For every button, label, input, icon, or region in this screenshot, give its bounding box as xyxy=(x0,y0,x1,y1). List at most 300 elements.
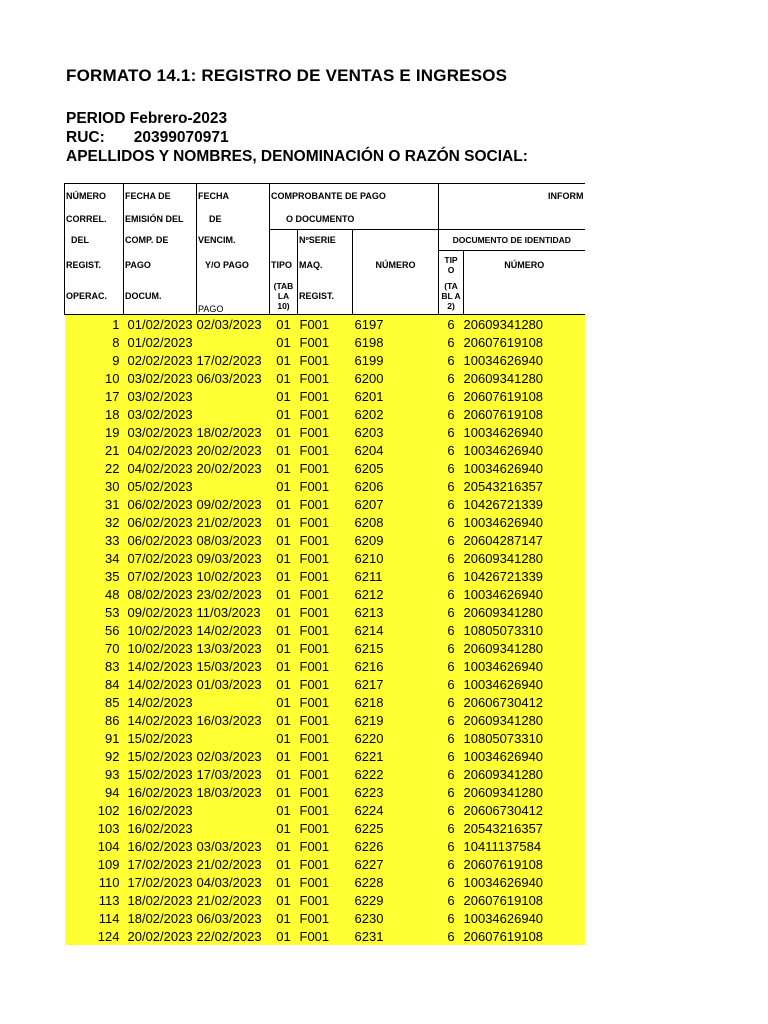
fecha-emision-cell: 06/02/2023 xyxy=(124,513,197,531)
header-fecha-venc-line1: FECHA xyxy=(197,184,270,209)
doc-numero-cell: 20607619108 xyxy=(464,891,585,909)
fecha-emision-cell: 06/02/2023 xyxy=(124,495,197,513)
header-serie-line2: MAQ. xyxy=(298,251,353,279)
header-numero: NÚMERO xyxy=(353,251,439,279)
fecha-vencimiento-cell xyxy=(197,693,270,711)
header-doc-identidad: DOCUMENTO DE IDENTIDAD xyxy=(439,230,585,251)
numero-cell: 6222 xyxy=(353,765,439,783)
serie-cell: F001 xyxy=(298,837,353,855)
numero-cell: 6217 xyxy=(353,675,439,693)
numero-cell: 6197 xyxy=(353,315,439,334)
serie-cell: F001 xyxy=(298,801,353,819)
fecha-emision-cell: 16/02/2023 xyxy=(124,819,197,837)
doc-numero-cell: 20604287147 xyxy=(464,531,585,549)
fecha-vencimiento-cell: 13/03/2023 xyxy=(197,639,270,657)
tipo-cell: 01 xyxy=(270,549,298,567)
table-body xyxy=(65,315,585,946)
tipo-cell: 01 xyxy=(270,513,298,531)
table-row[interactable] xyxy=(65,441,585,459)
serie-cell: F001 xyxy=(298,405,353,423)
serie-cell: F001 xyxy=(298,621,353,639)
period-row xyxy=(66,109,746,128)
tipo-cell: 01 xyxy=(270,621,298,639)
doc-numero-cell: 20607619108 xyxy=(464,333,585,351)
fecha-emision-cell: 16/02/2023 xyxy=(124,801,197,819)
fecha-emision-cell: 14/02/2023 xyxy=(124,675,197,693)
fecha-emision-cell: 15/02/2023 xyxy=(124,747,197,765)
numero-cell: 6224 xyxy=(353,801,439,819)
doc-numero-cell: 20606730412 xyxy=(464,693,585,711)
numero-cell: 6220 xyxy=(353,729,439,747)
doc-numero-cell: 20543216357 xyxy=(464,477,585,495)
correl-cell: 17 xyxy=(65,387,124,405)
doc-numero-cell: 10805073310 xyxy=(464,729,585,747)
header-fecha-emision-line4: PAGO xyxy=(124,251,197,279)
doc-tipo-cell: 6 xyxy=(439,513,464,531)
tipo-cell: 01 xyxy=(270,729,298,747)
tipo-cell: 01 xyxy=(270,927,298,945)
fecha-vencimiento-cell xyxy=(197,801,270,819)
correl-cell: 34 xyxy=(65,549,124,567)
correl-cell: 30 xyxy=(65,477,124,495)
doc-numero-cell: 20609341280 xyxy=(464,549,585,567)
fecha-vencimiento-cell: 02/03/2023 xyxy=(197,747,270,765)
tipo-cell: 01 xyxy=(270,675,298,693)
correl-cell: 85 xyxy=(65,693,124,711)
serie-cell: F001 xyxy=(298,567,353,585)
serie-cell: F001 xyxy=(298,747,353,765)
fecha-emision-cell: 03/02/2023 xyxy=(124,405,197,423)
fecha-vencimiento-cell: 08/03/2023 xyxy=(197,531,270,549)
correl-cell: 86 xyxy=(65,711,124,729)
table-row[interactable] xyxy=(65,567,585,585)
doc-numero-cell: 10034626940 xyxy=(464,747,585,765)
fecha-vencimiento-cell xyxy=(197,387,270,405)
fecha-emision-cell: 15/02/2023 xyxy=(124,765,197,783)
doc-numero-cell: 10426721339 xyxy=(464,567,585,585)
correl-cell: 56 xyxy=(65,621,124,639)
fecha-vencimiento-cell: 16/03/2023 xyxy=(197,711,270,729)
fecha-emision-cell: 01/02/2023 xyxy=(124,315,197,334)
correl-cell: 104 xyxy=(65,837,124,855)
numero-cell: 6205 xyxy=(353,459,439,477)
doc-numero-cell: 20609341280 xyxy=(464,783,585,801)
table-row[interactable] xyxy=(65,603,585,621)
correl-cell: 9 xyxy=(65,351,124,369)
table-row[interactable] xyxy=(65,621,585,639)
serie-cell: F001 xyxy=(298,387,353,405)
numero-cell: 6199 xyxy=(353,351,439,369)
table-row[interactable] xyxy=(65,855,585,873)
numero-cell: 6229 xyxy=(353,891,439,909)
numero-cell: 6228 xyxy=(353,873,439,891)
serie-cell: F001 xyxy=(298,423,353,441)
doc-numero-cell: 10034626940 xyxy=(464,513,585,531)
table-row[interactable] xyxy=(65,927,585,945)
numero-cell: 6215 xyxy=(353,639,439,657)
doc-numero-cell: 20606730412 xyxy=(464,801,585,819)
table-row[interactable] xyxy=(65,873,585,891)
header-fecha-emision-line1: FECHA DE xyxy=(124,184,197,209)
serie-cell: F001 xyxy=(298,495,353,513)
fecha-emision-cell: 04/02/2023 xyxy=(124,459,197,477)
numero-cell: 6207 xyxy=(353,495,439,513)
header-doc-numero: NÚMERO xyxy=(464,251,585,279)
document-title: FORMATO 14.1: REGISTRO DE VENTAS E INGRESOS xyxy=(66,66,508,85)
header-fecha-emision-line5: DOCUM. xyxy=(124,279,197,315)
doc-tipo-cell: 6 xyxy=(439,549,464,567)
doc-tipo-cell: 6 xyxy=(439,675,464,693)
table-row[interactable] xyxy=(65,405,585,423)
doc-tipo-cell: 6 xyxy=(439,621,464,639)
correl-cell: 84 xyxy=(65,675,124,693)
serie-cell: F001 xyxy=(298,693,353,711)
serie-cell: F001 xyxy=(298,333,353,351)
numero-cell: 6203 xyxy=(353,423,439,441)
fecha-emision-cell: 16/02/2023 xyxy=(124,837,197,855)
correl-cell: 103 xyxy=(65,819,124,837)
fecha-vencimiento-cell: 04/03/2023 xyxy=(197,873,270,891)
header-fecha-venc-line3: VENCIM. xyxy=(197,230,270,251)
table-row[interactable] xyxy=(65,639,585,657)
doc-tipo-cell: 6 xyxy=(439,639,464,657)
fecha-vencimiento-cell xyxy=(197,405,270,423)
doc-tipo-cell: 6 xyxy=(439,873,464,891)
header-informacion: INFORM xyxy=(439,184,585,209)
table-row[interactable] xyxy=(65,693,585,711)
correl-cell: 93 xyxy=(65,765,124,783)
doc-tipo-cell: 6 xyxy=(439,315,464,334)
doc-tipo-cell: 6 xyxy=(439,567,464,585)
serie-cell: F001 xyxy=(298,819,353,837)
document-header xyxy=(66,66,746,86)
table-row[interactable] xyxy=(65,423,585,441)
table-row[interactable] xyxy=(65,711,585,729)
fecha-emision-cell: 07/02/2023 xyxy=(124,549,197,567)
table-row[interactable] xyxy=(65,351,585,369)
doc-tipo-cell: 6 xyxy=(439,351,464,369)
tipo-cell: 01 xyxy=(270,459,298,477)
correl-cell: 22 xyxy=(65,459,124,477)
table-row[interactable] xyxy=(65,675,585,693)
numero-cell: 6225 xyxy=(353,819,439,837)
fecha-emision-cell: 02/02/2023 xyxy=(124,351,197,369)
correl-cell: 19 xyxy=(65,423,124,441)
fecha-emision-cell: 17/02/2023 xyxy=(124,873,197,891)
numero-cell: 6216 xyxy=(353,657,439,675)
correl-cell: 114 xyxy=(65,909,124,927)
tipo-cell: 01 xyxy=(270,891,298,909)
ruc-row xyxy=(66,128,746,147)
numero-cell: 6201 xyxy=(353,387,439,405)
numero-cell: 6212 xyxy=(353,585,439,603)
tipo-cell: 01 xyxy=(270,369,298,387)
serie-cell: F001 xyxy=(298,909,353,927)
doc-numero-cell: 10034626940 xyxy=(464,441,585,459)
table-row[interactable] xyxy=(65,765,585,783)
doc-tipo-cell: 6 xyxy=(439,459,464,477)
fecha-vencimiento-cell: 06/03/2023 xyxy=(197,369,270,387)
fecha-vencimiento-cell: 21/02/2023 xyxy=(197,513,270,531)
header-fecha-venc-line5: PAGO xyxy=(197,279,270,315)
correl-cell: 110 xyxy=(65,873,124,891)
doc-tipo-cell: 6 xyxy=(439,477,464,495)
tipo-cell: 01 xyxy=(270,531,298,549)
doc-tipo-cell: 6 xyxy=(439,765,464,783)
doc-tipo-cell: 6 xyxy=(439,333,464,351)
table-row[interactable] xyxy=(65,585,585,603)
serie-cell: F001 xyxy=(298,765,353,783)
correl-cell: 94 xyxy=(65,783,124,801)
header-serie-line1: NºSERIE xyxy=(298,230,353,251)
serie-cell: F001 xyxy=(298,783,353,801)
correl-cell: 92 xyxy=(65,747,124,765)
table-row[interactable] xyxy=(65,387,585,405)
header-fecha-venc-line4: Y/O PAGO xyxy=(197,251,270,279)
fecha-emision-cell: 08/02/2023 xyxy=(124,585,197,603)
fecha-vencimiento-cell: 20/02/2023 xyxy=(197,441,270,459)
doc-numero-cell: 20607619108 xyxy=(464,855,585,873)
numero-cell: 6213 xyxy=(353,603,439,621)
doc-numero-cell: 20609341280 xyxy=(464,765,585,783)
fecha-emision-cell: 14/02/2023 xyxy=(124,657,197,675)
serie-cell: F001 xyxy=(298,711,353,729)
fecha-vencimiento-cell xyxy=(197,477,270,495)
sales-register-table xyxy=(64,183,585,945)
fecha-vencimiento-cell: 06/03/2023 xyxy=(197,909,270,927)
fecha-emision-cell: 18/02/2023 xyxy=(124,891,197,909)
fecha-vencimiento-cell: 18/03/2023 xyxy=(197,783,270,801)
fecha-emision-cell: 14/02/2023 xyxy=(124,711,197,729)
doc-numero-cell: 10034626940 xyxy=(464,873,585,891)
ruc-value: 20399070971 xyxy=(133,129,229,146)
doc-tipo-cell: 6 xyxy=(439,909,464,927)
header-serie-line3: REGIST. xyxy=(298,279,353,315)
table-row[interactable] xyxy=(65,477,585,495)
table-row[interactable] xyxy=(65,369,585,387)
fecha-emision-cell: 20/02/2023 xyxy=(124,927,197,945)
numero-cell: 6210 xyxy=(353,549,439,567)
doc-numero-cell: 20609341280 xyxy=(464,711,585,729)
numero-cell: 6206 xyxy=(353,477,439,495)
fecha-emision-cell: 15/02/2023 xyxy=(124,729,197,747)
fecha-emision-cell: 18/02/2023 xyxy=(124,909,197,927)
doc-numero-cell: 10034626940 xyxy=(464,585,585,603)
table-row[interactable] xyxy=(65,459,585,477)
tipo-cell: 01 xyxy=(270,351,298,369)
fecha-vencimiento-cell: 03/03/2023 xyxy=(197,837,270,855)
doc-numero-cell: 10034626940 xyxy=(464,909,585,927)
table-row[interactable] xyxy=(65,747,585,765)
period-value: Febrero-2023 xyxy=(129,110,228,127)
table-row[interactable] xyxy=(65,891,585,909)
tipo-cell: 01 xyxy=(270,837,298,855)
serie-cell: F001 xyxy=(298,585,353,603)
tipo-cell: 01 xyxy=(270,495,298,513)
tipo-cell: 01 xyxy=(270,333,298,351)
correl-cell: 31 xyxy=(65,495,124,513)
numero-cell: 6226 xyxy=(353,837,439,855)
name-row xyxy=(66,147,746,166)
doc-tipo-cell: 6 xyxy=(439,891,464,909)
fecha-vencimiento-cell: 02/03/2023 xyxy=(197,315,270,334)
serie-cell: F001 xyxy=(298,351,353,369)
doc-tipo-cell: 6 xyxy=(439,531,464,549)
serie-cell: F001 xyxy=(298,603,353,621)
doc-tipo-cell: 6 xyxy=(439,585,464,603)
serie-cell: F001 xyxy=(298,855,353,873)
tipo-cell: 01 xyxy=(270,747,298,765)
table-row[interactable] xyxy=(65,657,585,675)
doc-tipo-cell: 6 xyxy=(439,495,464,513)
tipo-cell: 01 xyxy=(270,801,298,819)
fecha-vencimiento-cell: 17/03/2023 xyxy=(197,765,270,783)
doc-numero-cell: 10034626940 xyxy=(464,657,585,675)
doc-numero-cell: 10034626940 xyxy=(464,675,585,693)
doc-numero-cell: 10805073310 xyxy=(464,621,585,639)
correl-cell: 18 xyxy=(65,405,124,423)
numero-cell: 6218 xyxy=(353,693,439,711)
doc-tipo-cell: 6 xyxy=(439,783,464,801)
fecha-vencimiento-cell xyxy=(197,333,270,351)
tipo-cell: 01 xyxy=(270,405,298,423)
doc-tipo-cell: 6 xyxy=(439,837,464,855)
doc-numero-cell: 20609341280 xyxy=(464,603,585,621)
doc-tipo-cell: 6 xyxy=(439,747,464,765)
doc-tipo-cell: 6 xyxy=(439,729,464,747)
tipo-cell: 01 xyxy=(270,909,298,927)
table-row[interactable] xyxy=(65,837,585,855)
fecha-emision-cell: 17/02/2023 xyxy=(124,855,197,873)
doc-numero-cell: 10426721339 xyxy=(464,495,585,513)
fecha-emision-cell: 07/02/2023 xyxy=(124,567,197,585)
serie-cell: F001 xyxy=(298,459,353,477)
table-row[interactable] xyxy=(65,801,585,819)
fecha-emision-cell: 09/02/2023 xyxy=(124,603,197,621)
tipo-cell: 01 xyxy=(270,639,298,657)
doc-numero-cell: 20607619108 xyxy=(464,387,585,405)
doc-tipo-cell: 6 xyxy=(439,369,464,387)
fecha-vencimiento-cell xyxy=(197,729,270,747)
correl-cell: 113 xyxy=(65,891,124,909)
table-row[interactable] xyxy=(65,495,585,513)
correl-cell: 21 xyxy=(65,441,124,459)
serie-cell: F001 xyxy=(298,513,353,531)
correl-cell: 53 xyxy=(65,603,124,621)
serie-cell: F001 xyxy=(298,315,353,334)
tipo-cell: 01 xyxy=(270,657,298,675)
table-row[interactable] xyxy=(65,909,585,927)
numero-cell: 6231 xyxy=(353,927,439,945)
doc-tipo-cell: 6 xyxy=(439,441,464,459)
numero-cell: 6230 xyxy=(353,909,439,927)
header-doc-tipo: TIP O xyxy=(439,251,464,279)
table-row[interactable] xyxy=(65,513,585,531)
header-correl-line2: CORREL. xyxy=(65,209,124,230)
fecha-vencimiento-cell xyxy=(197,819,270,837)
numero-cell: 6202 xyxy=(353,405,439,423)
doc-numero-cell: 20609341280 xyxy=(464,369,585,387)
correl-cell: 83 xyxy=(65,657,124,675)
serie-cell: F001 xyxy=(298,441,353,459)
table-header xyxy=(65,184,585,315)
doc-numero-cell: 10034626940 xyxy=(464,351,585,369)
header-correl-line4: REGIST. xyxy=(65,251,124,279)
correl-cell: 8 xyxy=(65,333,124,351)
fecha-emision-cell: 05/02/2023 xyxy=(124,477,197,495)
numero-cell: 6208 xyxy=(353,513,439,531)
table-row[interactable] xyxy=(65,819,585,837)
doc-tipo-cell: 6 xyxy=(439,927,464,945)
sales-register-table-viewport[interactable] xyxy=(64,183,584,953)
doc-tipo-cell: 6 xyxy=(439,819,464,837)
fecha-emision-cell: 14/02/2023 xyxy=(124,693,197,711)
doc-tipo-cell: 6 xyxy=(439,711,464,729)
serie-cell: F001 xyxy=(298,549,353,567)
tipo-cell: 01 xyxy=(270,441,298,459)
doc-numero-cell: 10034626940 xyxy=(464,459,585,477)
serie-cell: F001 xyxy=(298,477,353,495)
table-row[interactable] xyxy=(65,729,585,747)
serie-cell: F001 xyxy=(298,891,353,909)
document-meta xyxy=(66,109,746,166)
tipo-cell: 01 xyxy=(270,315,298,334)
doc-numero-cell: 10034626940 xyxy=(464,423,585,441)
doc-tipo-cell: 6 xyxy=(439,855,464,873)
fecha-emision-cell: 04/02/2023 xyxy=(124,441,197,459)
doc-numero-cell: 10411137584 xyxy=(464,837,585,855)
tipo-cell: 01 xyxy=(270,765,298,783)
fecha-vencimiento-cell: 10/02/2023 xyxy=(197,567,270,585)
doc-numero-cell: 20609341280 xyxy=(464,315,585,334)
header-fecha-emision-line3: COMP. DE xyxy=(124,230,197,251)
fecha-emision-cell: 03/02/2023 xyxy=(124,369,197,387)
header-comprobante-line1: COMPROBANTE DE PAGO xyxy=(270,184,439,209)
tipo-cell: 01 xyxy=(270,567,298,585)
header-fecha-emision-line2: EMISIÓN DEL xyxy=(124,209,197,230)
fecha-vencimiento-cell: 18/02/2023 xyxy=(197,423,270,441)
fecha-vencimiento-cell: 21/02/2023 xyxy=(197,855,270,873)
correl-cell: 10 xyxy=(65,369,124,387)
serie-cell: F001 xyxy=(298,927,353,945)
tipo-cell: 01 xyxy=(270,819,298,837)
header-correl-line3: DEL xyxy=(65,230,124,251)
doc-tipo-cell: 6 xyxy=(439,387,464,405)
table-row[interactable] xyxy=(65,549,585,567)
fecha-vencimiento-cell: 21/02/2023 xyxy=(197,891,270,909)
tipo-cell: 01 xyxy=(270,783,298,801)
correl-cell: 1 xyxy=(65,315,124,334)
header-doc-tipo-tabla: (TA BL A 2) xyxy=(439,279,464,315)
doc-numero-cell: 20609341280 xyxy=(464,639,585,657)
serie-cell: F001 xyxy=(298,369,353,387)
doc-tipo-cell: 6 xyxy=(439,693,464,711)
table-row[interactable] xyxy=(65,783,585,801)
numero-cell: 6198 xyxy=(353,333,439,351)
fecha-vencimiento-cell: 20/02/2023 xyxy=(197,459,270,477)
fecha-emision-cell: 06/02/2023 xyxy=(124,531,197,549)
table-row[interactable] xyxy=(65,315,585,334)
fecha-vencimiento-cell: 22/02/2023 xyxy=(197,927,270,945)
serie-cell: F001 xyxy=(298,675,353,693)
table-row[interactable] xyxy=(65,531,585,549)
tipo-cell: 01 xyxy=(270,711,298,729)
tipo-cell: 01 xyxy=(270,585,298,603)
doc-tipo-cell: 6 xyxy=(439,423,464,441)
doc-numero-cell: 20543216357 xyxy=(464,819,585,837)
correl-cell: 124 xyxy=(65,927,124,945)
table-row[interactable] xyxy=(65,333,585,351)
